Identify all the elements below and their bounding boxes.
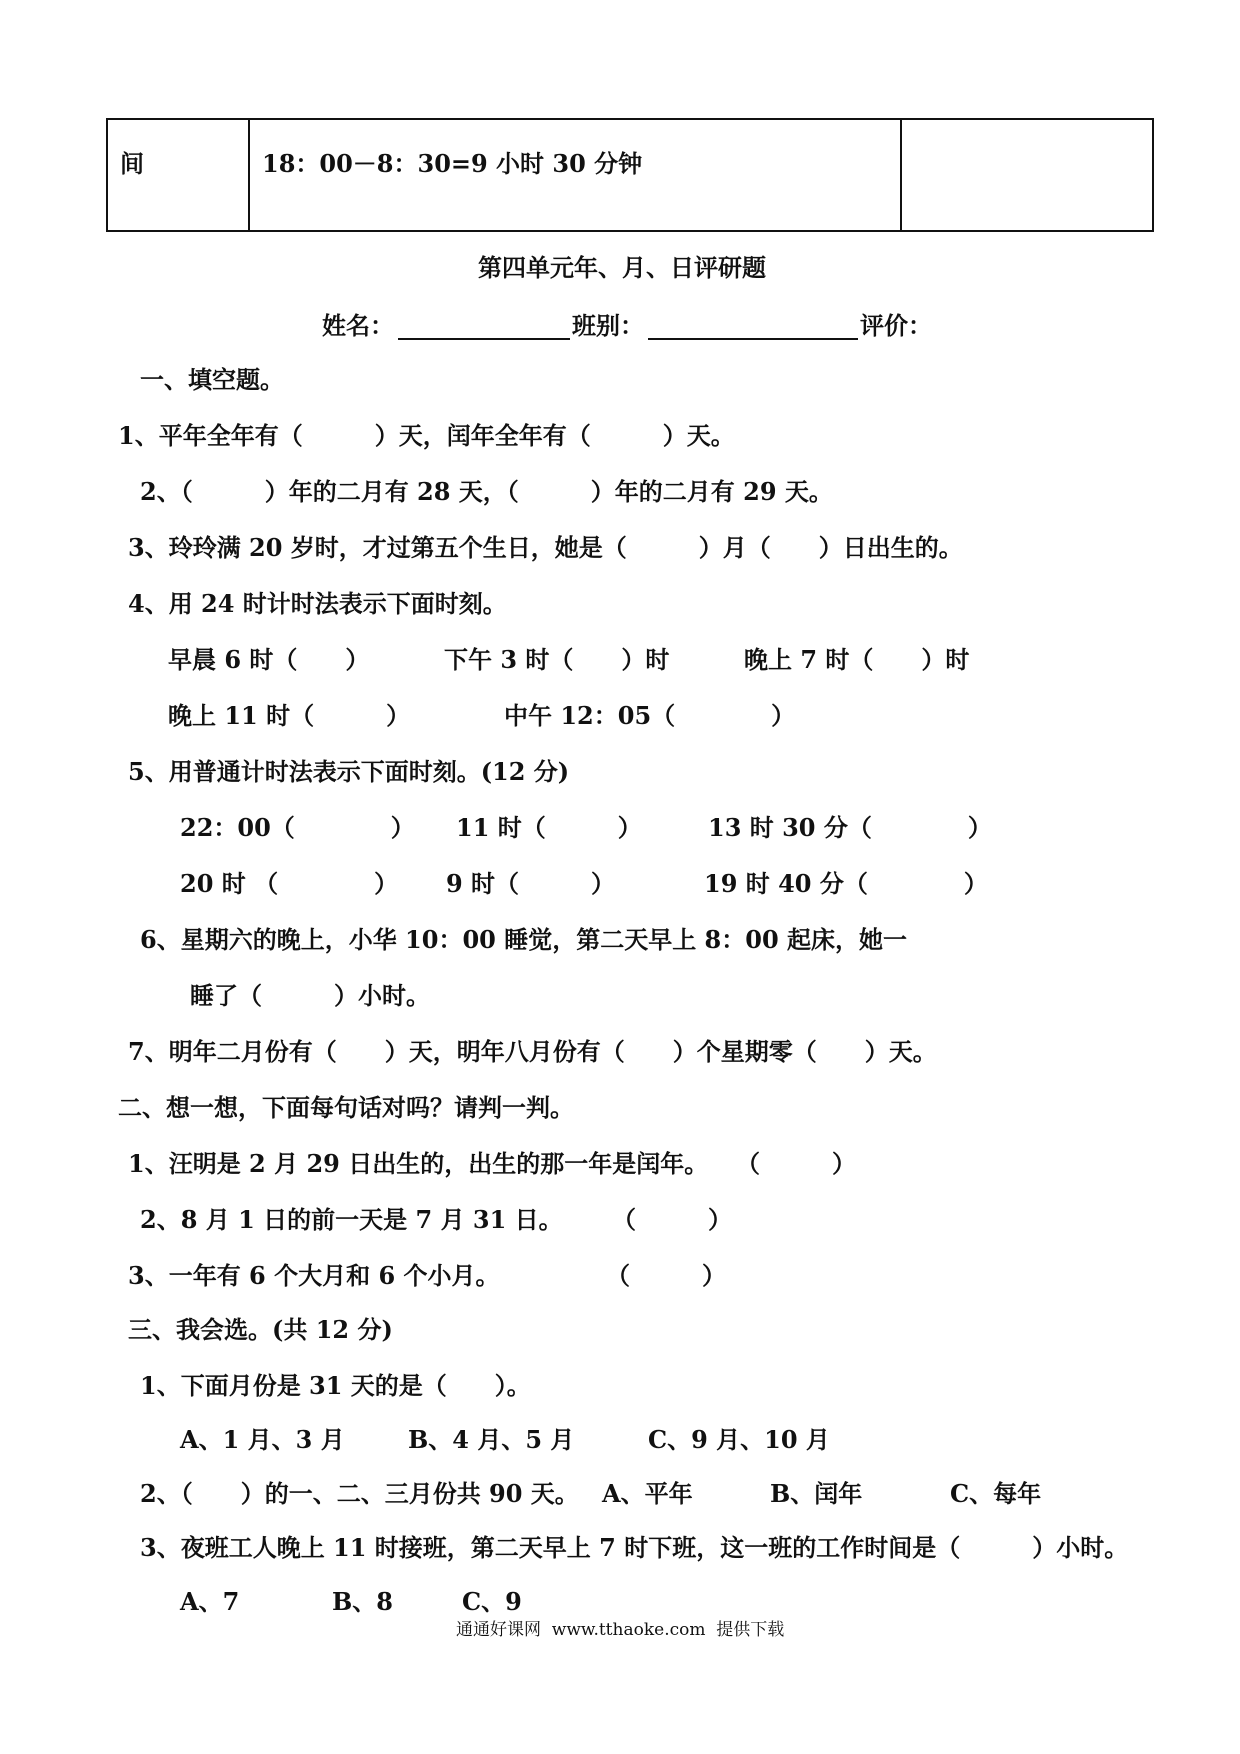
question-1-4d: 晚上 11 时（ ）: [168, 701, 411, 730]
question-1-2: 2、（ ）年的二月有 28 天，（ ）年的二月有 29 天。: [140, 477, 833, 506]
option-3-2b: B、闰年: [770, 1479, 863, 1508]
section-heading-multiple-choice: 三、我会选。(共 12 分): [128, 1315, 393, 1344]
option-3-2a: A、平年: [602, 1479, 693, 1508]
question-2-3: 3、一年有 6 个大月和 6 个小月。: [128, 1261, 500, 1290]
question-1-7: 7、明年二月份有（ ）天，明年八月份有（ ）个星期零（ ）天。: [128, 1037, 937, 1066]
question-2-3-answer: （ ）: [606, 1261, 726, 1290]
option-3-3c: C、9: [462, 1587, 522, 1616]
name-label: 姓名：: [322, 311, 394, 340]
question-2-2-answer: （ ）: [612, 1205, 732, 1234]
option-3-3b: B、8: [332, 1587, 393, 1616]
top-table: [106, 118, 1154, 232]
table-row: [107, 119, 1153, 231]
question-1-1: 1、平年全年有（ ）天，闰年全年有（ ）天。: [118, 421, 735, 450]
option-3-2c: C、每年: [950, 1479, 1042, 1508]
question-1-4c: 晚上 7 时（ ）时: [744, 645, 970, 674]
question-2-1: 1、汪明是 2 月 29 日出生的，出生的那一年是闰年。: [128, 1149, 709, 1178]
score-label: 评价：: [860, 311, 932, 340]
question-2-2: 2、8 月 1 日的前一天是 7 月 31 日。: [140, 1205, 563, 1234]
section-heading-fill-blank: 一、填空题。: [140, 365, 284, 394]
question-1-4e: 中午 12：05（ ）: [504, 701, 796, 730]
question-1-5f: 19 时 40 分（ ）: [704, 869, 988, 898]
option-3-1a: A、1 月、3 月: [180, 1425, 345, 1454]
question-1-5a: 22：00（ ）: [180, 813, 415, 842]
class-label: 班别：: [572, 311, 644, 340]
question-1-5: 5、用普通计时法表示下面时刻。(12 分): [128, 757, 570, 786]
class-field[interactable]: [648, 338, 858, 340]
name-field[interactable]: [398, 338, 570, 340]
question-1-3: 3、玲玲满 20 岁时，才过第五个生日，她是（ ）月（ ）日出生的。: [128, 533, 963, 562]
question-1-6-cont: 睡了（ ）小时。: [190, 981, 430, 1010]
question-1-6: 6、星期六的晚上，小华 10：00 睡觉，第二天早上 8：00 起床，她一: [140, 925, 908, 954]
question-1-5b: 11 时（ ）: [456, 813, 642, 842]
option-3-1c: C、9 月、10 月: [648, 1425, 830, 1454]
question-1-4b: 下午 3 时（ ）时: [444, 645, 670, 674]
question-1-4a: 早晨 6 时（ ）: [168, 645, 370, 674]
question-3-3: 3、夜班工人晚上 11 时接班，第二天早上 7 时下班，这一班的工作时间是（ ）小时。: [140, 1533, 1129, 1562]
table-cell-empty: [901, 119, 1153, 231]
question-1-4: 4、用 24 时计时法表示下面时刻。: [128, 589, 507, 618]
option-3-1b: B、4 月、5 月: [408, 1425, 575, 1454]
page-title: 第四单元年、月、日评研题: [478, 253, 766, 282]
question-1-5c: 13 时 30 分（ ）: [708, 813, 992, 842]
question-3-1: 1、下面月份是 31 天的是（ ）。: [140, 1371, 531, 1400]
question-2-1-answer: （ ）: [736, 1149, 856, 1178]
question-3-2: 2、（ ）的一、二、三月份共 90 天。: [140, 1479, 579, 1508]
question-1-5e: 9 时（ ）: [446, 869, 616, 898]
table-cell-label: 间: [107, 119, 249, 231]
question-1-5d: 20 时 （ ）: [180, 869, 399, 898]
option-3-3a: A、7: [180, 1587, 240, 1616]
page-footer: 通通好课网 www.tthaoke.com 提供下载: [456, 1620, 785, 1640]
section-heading-true-false: 二、想一想，下面每句话对吗？请判一判。: [118, 1093, 574, 1122]
table-cell-answer: 18：00－8：30=9 小时 30 分钟: [249, 119, 901, 231]
